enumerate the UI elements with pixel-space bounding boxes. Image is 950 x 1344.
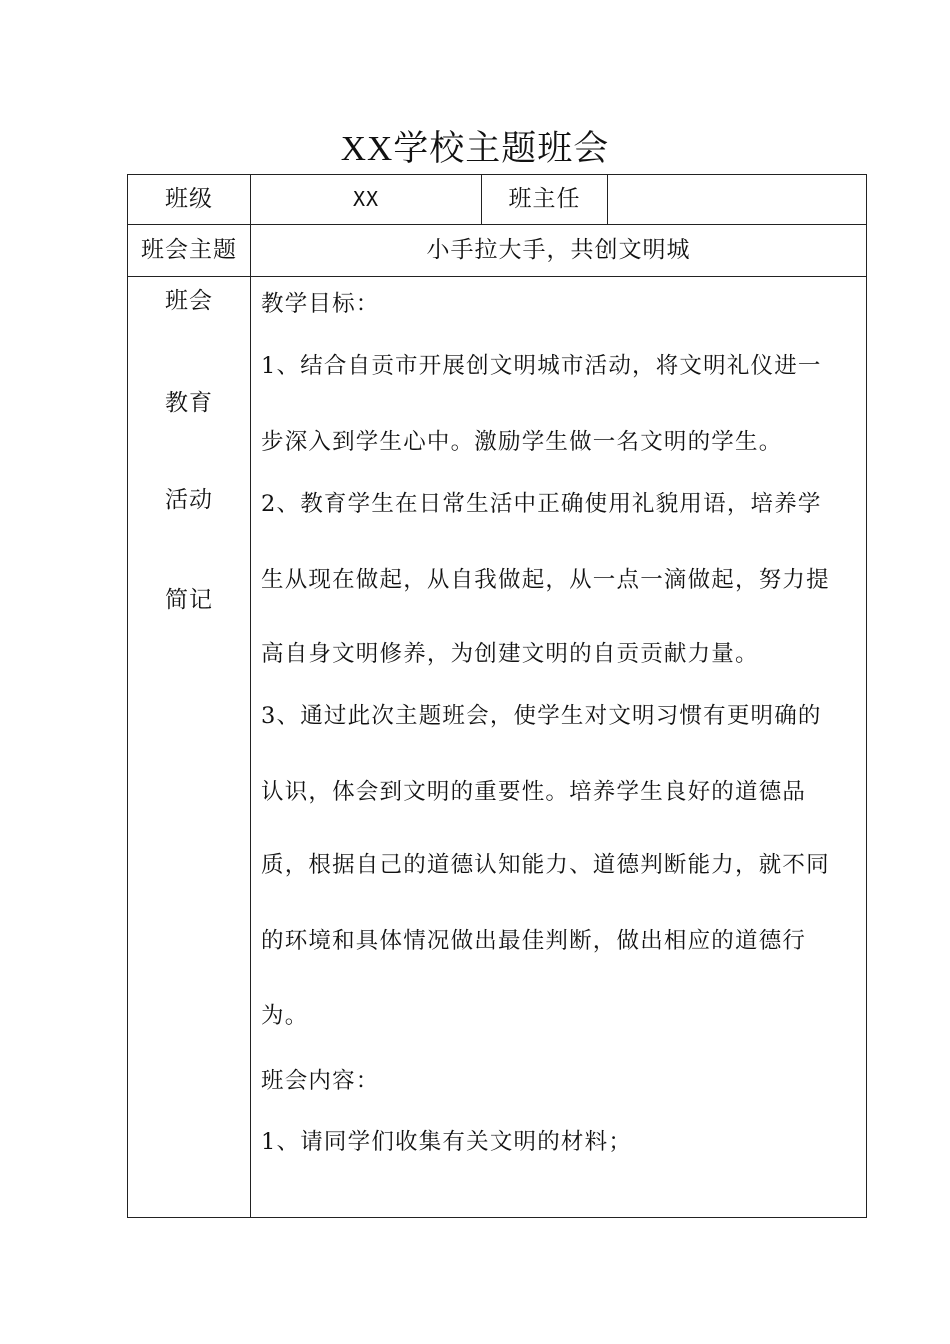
content-line: 的环境和具体情况做出最佳判断，做出相应的道德行 [261, 928, 807, 954]
content-line: 质，根据自己的道德认知能力、道德判断能力，就不同 [261, 852, 830, 878]
content-line: 1、请同学们收集有关文明的材料； [261, 1129, 633, 1155]
content-line: 3、通过此次主题班会，使学生对文明习惯有更明确的 [261, 703, 822, 729]
row-divider [127, 276, 867, 277]
content-line: 1、结合自贡市开展创文明城市活动，将文明礼仪进一 [261, 353, 822, 379]
content-line: 步深入到学生心中。激励学生做一名文明的学生。 [261, 429, 783, 455]
activity-label-2: 教育 [165, 390, 213, 416]
content-line: 班会内容： [261, 1068, 380, 1094]
meeting-table [127, 174, 867, 1218]
activity-label-4: 简记 [165, 587, 213, 613]
content-line: 为。 [261, 1003, 309, 1029]
class-label: 班级 [165, 186, 213, 212]
column-divider [607, 174, 608, 224]
activity-label-1: 班会 [165, 288, 213, 314]
content-line: 2、教育学生在日常生活中正确使用礼貌用语，培养学 [261, 491, 822, 517]
theme-value: 小手拉大手，共创文明城 [426, 237, 691, 263]
activity-label-3: 活动 [165, 487, 213, 513]
content-line: 认识，体会到文明的重要性。培养学生良好的道德品 [261, 779, 807, 805]
theme-label: 班会主题 [141, 237, 237, 263]
content-line: 生从现在做起，从自我做起，从一点一滴做起，努力提 [261, 567, 830, 593]
content-line: 高自身文明修养，为创建文明的自贡贡献力量。 [261, 641, 759, 667]
content-line: 教学目标： [261, 291, 380, 317]
document-title: XX学校主题班会 [340, 129, 610, 168]
teacher-label: 班主任 [508, 186, 581, 212]
column-divider [250, 174, 251, 1218]
row-divider [127, 224, 867, 225]
class-value: XX [352, 187, 380, 211]
